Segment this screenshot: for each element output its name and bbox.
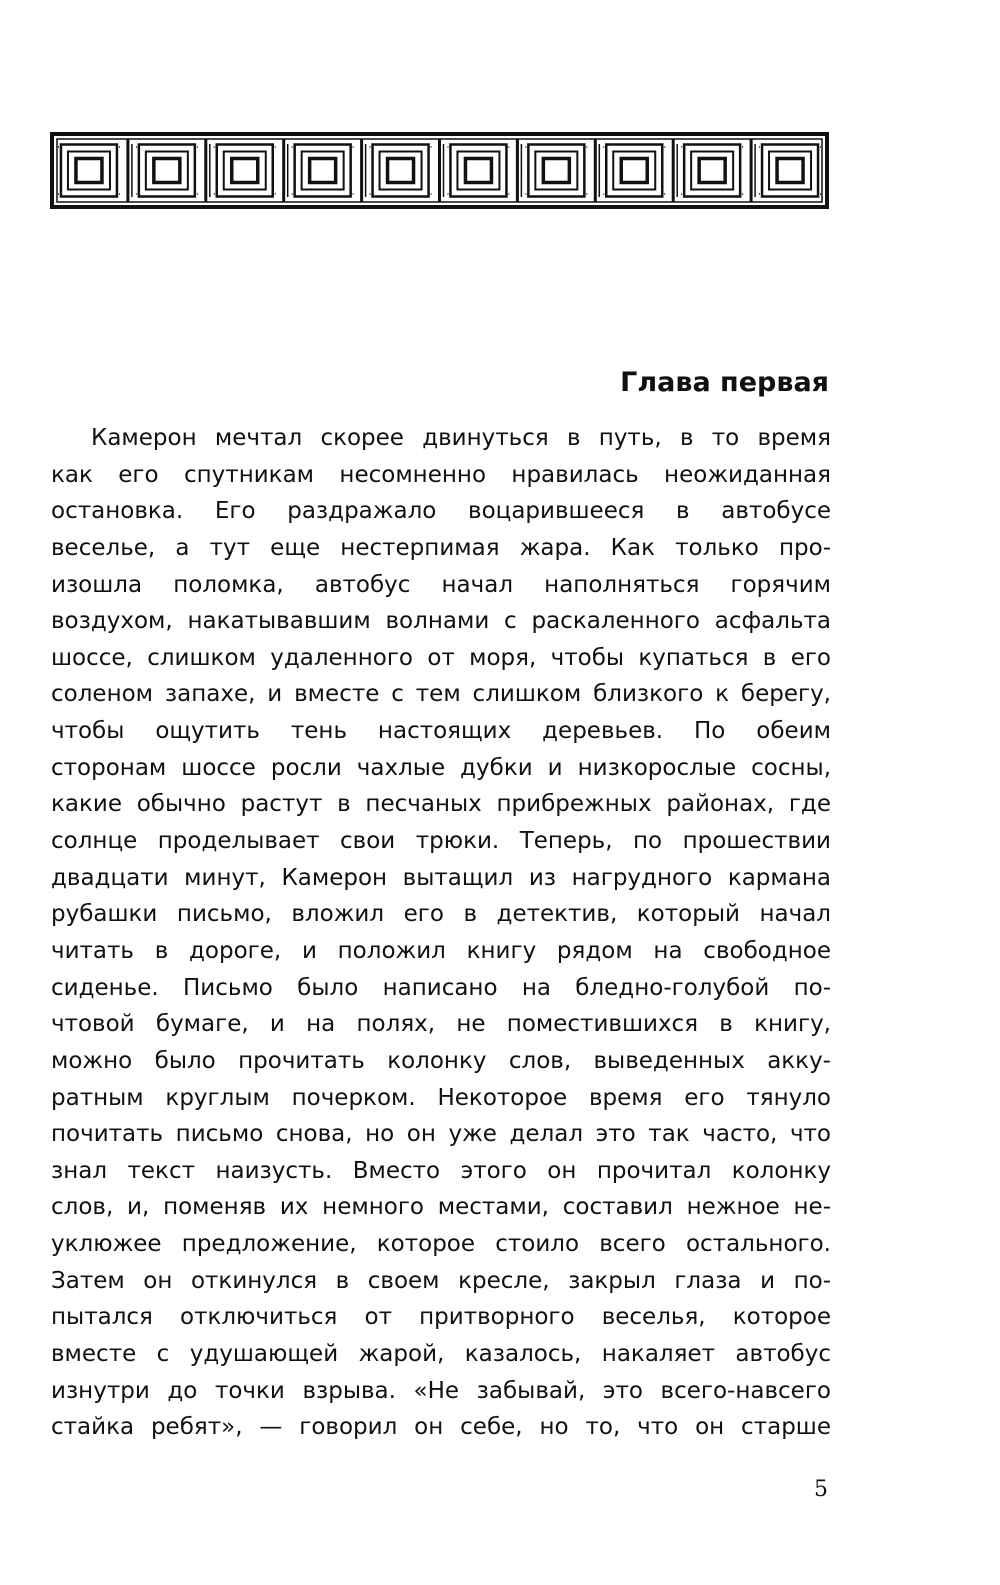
text-line: сторонам шоссе росли чахлые дубки и низкорослые сосны, — [51, 754, 831, 781]
text-line: изошла поломка, автобус начал наполняться горячим — [51, 571, 831, 598]
text-line: чтобы ощутить тень настоящих деревьев. По обеим — [51, 718, 831, 745]
chapter-title: Глава первая — [620, 367, 829, 398]
text-line: Камерон мечтал скорее двинуться в путь, в то время — [91, 425, 831, 451]
text-line: остановка. Его раздражало воцарившееся в автобусе — [51, 498, 831, 525]
text-line: почитать письмо снова, но он уже делал это так часто, что — [51, 1121, 831, 1148]
text-line: какие обычно растут в песчаных прибрежных районах, где — [51, 791, 831, 818]
text-line: ратным круглым почерком. Некоторое время его тянуло — [51, 1084, 831, 1111]
text-line: вместе с удушающей жарой, казалось, накаляет автобус — [51, 1341, 831, 1368]
text-line: сиденье. Письмо было написано на бледно-голубой по- — [51, 974, 831, 1001]
text-line: читать в дороге, и положил книгу рядом на свободное — [51, 937, 831, 964]
text-line: слов, и, поменяв их немного местами, составил нежное не- — [51, 1194, 831, 1221]
text-line: можно было прочитать колонку слов, выведенных акку- — [51, 1047, 831, 1074]
text-line: рубашки письмо, вложил его в детектив, который начал — [51, 901, 831, 928]
text-line: стайка ребят», — говорил он себе, но то, что он старше — [51, 1414, 831, 1441]
text-line: двадцати минут, Камерон вытащил из нагрудного кармана — [51, 864, 831, 891]
text-line: соленом запахе, и вместе с тем слишком близкого к берегу, — [51, 681, 831, 708]
text-line: шоссе, слишком удаленного от моря, чтобы купаться в его — [51, 644, 831, 671]
text-line: веселье, а тут еще нестерпимая жара. Как только про- — [51, 534, 831, 561]
text-line: пытался отключиться от притворного веселья, которое — [51, 1304, 831, 1331]
body-text — [51, 420, 831, 1446]
text-line: воздухом, накатывавшим волнами с раскаленного асфальта — [51, 608, 831, 635]
greek-key-ornament — [50, 132, 829, 209]
text-line: чтовой бумаге, и на полях, не поместившихся в книгу, — [51, 1011, 831, 1038]
text-line: уклюжее предложение, которое стоило всего остального. — [51, 1231, 831, 1258]
text-line: изнутри до точки взрыва. «Не забывай, это всего-навсего — [51, 1377, 831, 1404]
text-line: как его спутникам несомненно нравилась неожиданная — [51, 461, 831, 488]
text-line: знал текст наизусть. Вместо этого он прочитал колонку — [51, 1157, 831, 1184]
page-number: 5 — [814, 1477, 828, 1502]
text-line: солнце проделывает свои трюки. Теперь, по прошествии — [51, 828, 831, 855]
text-line: Затем он откинулся в своем кресле, закрыл глаза и по- — [51, 1267, 831, 1294]
